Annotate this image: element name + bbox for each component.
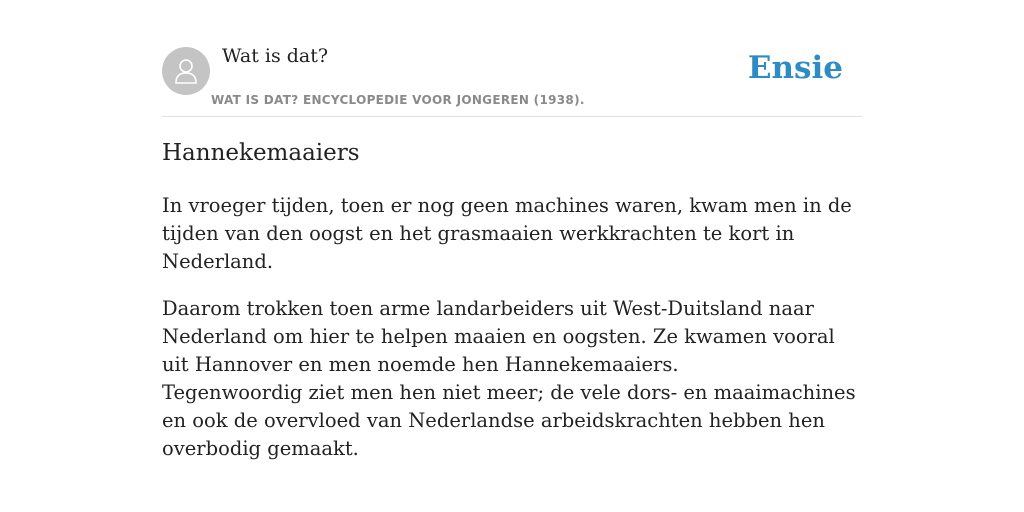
paragraph-line: Tegenwoordig ziet men hen niet meer; de vele dors- en maaimachines en ook de overvloed van Nederlandse arbeidskrachten hebben hen overbodig gemaakt. [162,381,856,460]
source-citation: WAT IS DAT? ENCYCLOPEDIE VOOR JONGEREN (1938). [211,93,585,107]
user-icon [171,56,201,86]
paragraph [162,295,862,463]
avatar[interactable] [162,47,210,95]
paragraph-line: Daarom trokken toen arme landarbeiders uit West-Duitsland naar Nederland om hier te helpen maaien en oogsten. Ze kwamen vooral uit Hannover en men noemde hen Hannekemaaiers. [162,297,835,376]
author-name[interactable]: Wat is dat? [222,45,329,67]
article-body [162,192,862,482]
paragraph: In vroeger tijden, toen er nog geen machines waren, kwam men in de tijden van den oogst en het grasmaaien werkkrachten te kort in Nederland. [162,194,852,273]
entry-header [162,40,862,117]
brand-logo[interactable]: Ensie [747,50,843,86]
article-title: Hannekemaaiers [162,140,360,166]
